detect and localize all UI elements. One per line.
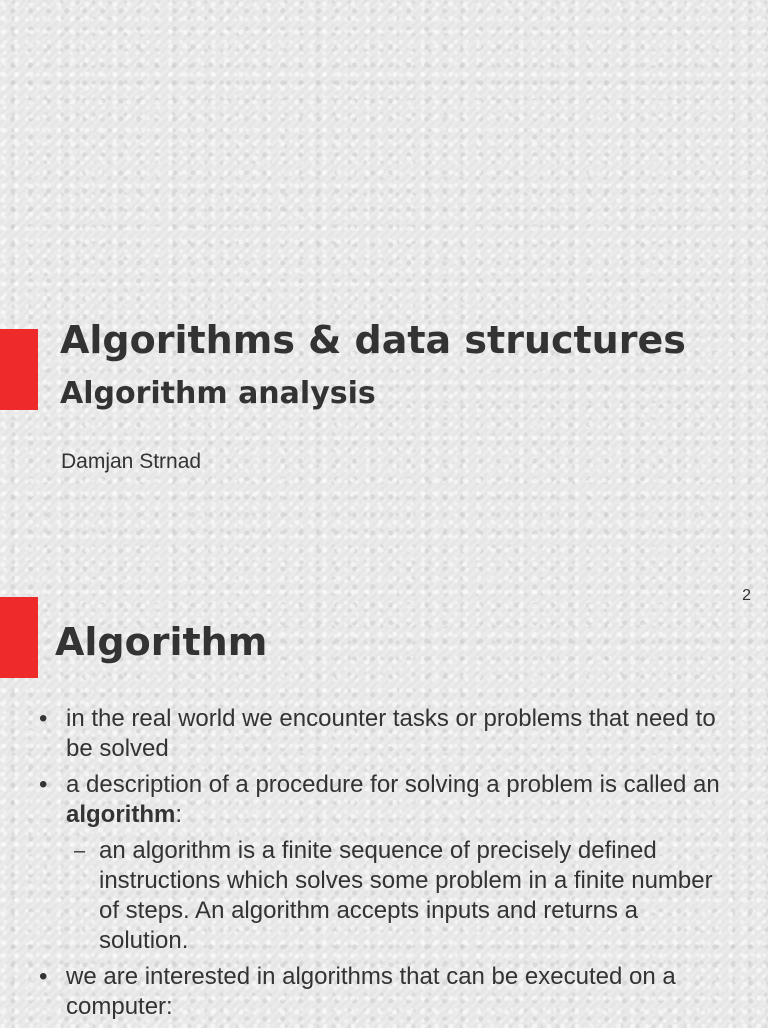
bullet-item: [0, 962, 768, 1022]
content-slide: [0, 576, 768, 1024]
accent-bar: [0, 597, 38, 678]
accent-bar: [0, 329, 38, 410]
bullet-icon: •: [39, 705, 48, 732]
bullet-text: a description of a procedure for solving a problem is called an: [66, 771, 720, 798]
bullet-list: [0, 704, 768, 1028]
bullet-text: in the real world we encounter tasks or problems that need to be solved: [66, 705, 716, 762]
page-number: 2: [742, 587, 751, 604]
sub-bullet-item: [66, 836, 738, 956]
dash-icon: –: [74, 840, 86, 862]
bullet-icon: •: [39, 771, 48, 798]
deck-subtitle: Algorithm analysis: [60, 376, 376, 411]
bullet-text: we are interested in algorithms that can be executed on a computer:: [66, 963, 676, 1020]
deck-title: Algorithms & data structures: [60, 318, 686, 362]
sub-bullet-list: [66, 836, 738, 956]
bullet-text-bold: algorithm: [66, 801, 176, 828]
bullet-item: [0, 704, 768, 764]
bullet-text-suffix: :: [175, 801, 183, 828]
author-name: Damjan Strnad: [61, 450, 202, 473]
bullet-item: [0, 770, 768, 956]
bullet-icon: •: [39, 963, 48, 990]
slide-title: Algorithm: [55, 620, 268, 664]
sub-bullet-text: an algorithm is a finite sequence of precisely defined instructions which solves some problem in a finite number of steps. An algorithm accepts inputs and returns a solution.: [99, 837, 713, 954]
